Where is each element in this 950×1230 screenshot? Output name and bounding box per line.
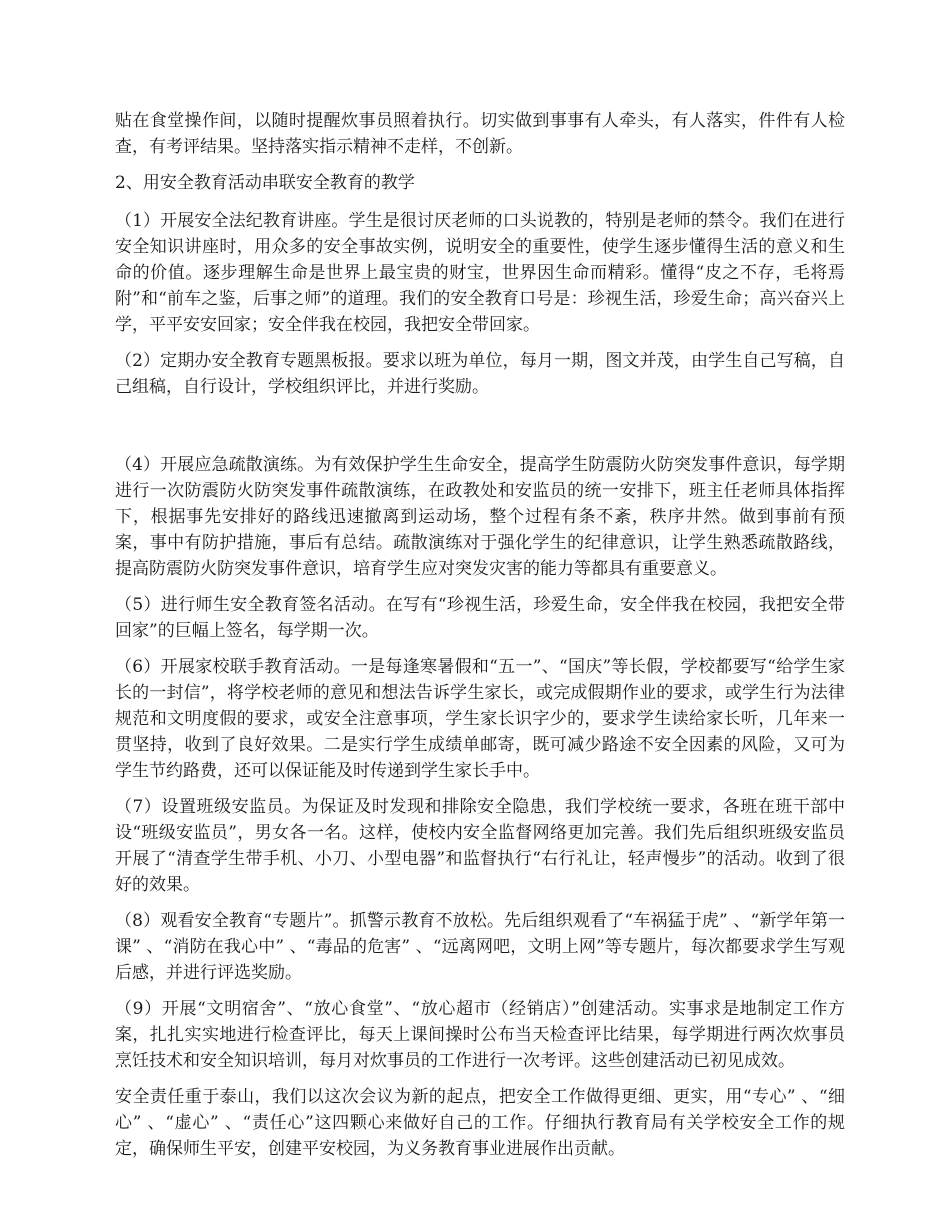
paragraph-class-safety-monitor: （7）设置班级安监员。为保证及时发现和排除安全隐患，我们学校统一要求，各班在班干部中设“班级安监员”，男女各一名。这样，使校内安全监督网络更加完善。我们先后组织班级安监员开展了“清查学生带手机、小刀、小型电器”和监督执行“右行礼让，轻声慢步”的活动。收到了很好的效果。 [115, 797, 845, 895]
paragraph-blackboard-newsletter: （2）定期办安全教育专题黑板报。要求以班为单位，每月一期，图文并茂，由学生自己写稿，自己组稿，自行设计，学校组织评比，并进行奖励。 [115, 351, 845, 397]
paragraph-safety-films: （8）观看安全教育“专题片”。抓警示教育不放松。先后组织观看了“车祸猛于虎” 、“新学年第一课” 、“消防在我心中” 、“毒品的危害” 、“远离网吧，文明上网”等专题片，每次都要求学生写观后感，并进行评选奖励。 [115, 911, 845, 983]
paragraph-conclusion: 安全责任重于泰山，我们以这次会议为新的起点，把安全工作做得更细、更实，用“专心” 、“细心” 、“虚心” 、“责任心”这四颗心来做好自己的工作。仔细执行教育局有关学校安全工作的规定，确保师生平安，创建平安校园，为义务教育事业进展作出贡献。 [115, 1087, 845, 1159]
section-heading-safety-activities: 2、用安全教育活动串联安全教育的教学 [115, 173, 415, 193]
paragraph-signature-activity: （5）进行师生安全教育签名活动。在写有“珍视生活，珍爱生命，安全伴我在校园，我把安全带回家”的巨幅上签名，每学期一次。 [115, 595, 845, 641]
paragraph-law-lecture: （1）开展安全法纪教育讲座。学生是很讨厌老师的口头说教的，特别是老师的禁令。我们在进行安全知识讲座时，用众多的安全事故实例，说明安全的重要性，使学生逐步懂得生活的意义和生命的价值。逐步理解生命是世界上最宝贵的财宝，世界因生命而精彩。懂得“皮之不存，毛将焉附”和“前车之鉴，后事之师”的道理。我们的安全教育口号是：珍视生活，珍爱生命；高兴奋兴上学，平平安安回家；安全伴我在校园，我把安全带回家。 [115, 211, 845, 335]
document-body [115, 108, 845, 1172]
paragraph-canteen-posting: 贴在食堂操作间，以随时提醒炊事员照着执行。切实做到事事有人牵头，有人落实，件件有人检查，有考评结果。坚持落实指示精神不走样，不创新。 [115, 111, 845, 157]
blank-gap [115, 410, 845, 452]
paragraph-home-school-education: （6）开展家校联手教育活动。一是每逢寒暑假和“五一”、“国庆”等长假，学校都要写“给学生家长的一封信”，将学校老师的意见和想法告诉学生家长，或完成假期作业的要求，或学生行为法律规范和文明度假的要求，或安全注意事项，学生家长识字少的，要求学生读给家长听，几年来一贯坚持，收到了良好效果。二是实行学生成绩单邮寄，既可减少路途不安全因素的风险，又可为学生节约路费，还可以保证能及时传递到学生家长手中。 [115, 657, 845, 781]
paragraph-evacuation-drill: （4）开展应急疏散演练。为有效保护学生生命安全，提高学生防震防火防突发事件意识，每学期进行一次防震防火防突发事件疏散演练，在政教处和安监员的统一安排下，班主任老师具体指挥下，根据事先安排好的路线迅速撤离到运动场，整个过程有条不紊，秩序井然。做到事前有预案，事中有防护措施，事后有总结。疏散演练对于强化学生的纪律意识，让学生熟悉疏散路线，提高防震防火防突发事件意识，培育学生应对突发灾害的能力等都具有重要意义。 [115, 455, 845, 579]
paragraph-civilized-campaign: （9）开展“文明宿舍”、“放心食堂”、“放心超市（经销店）”创建活动。实事求是地制定工作方案，扎扎实实地进行检查评比，每天上课间操时公布当天检查评比结果，每学期进行两次炊事员烹饪技术和安全知识培训，每月对炊事员的工作进行一次考评。这些创建活动已初见成效。 [115, 999, 845, 1071]
